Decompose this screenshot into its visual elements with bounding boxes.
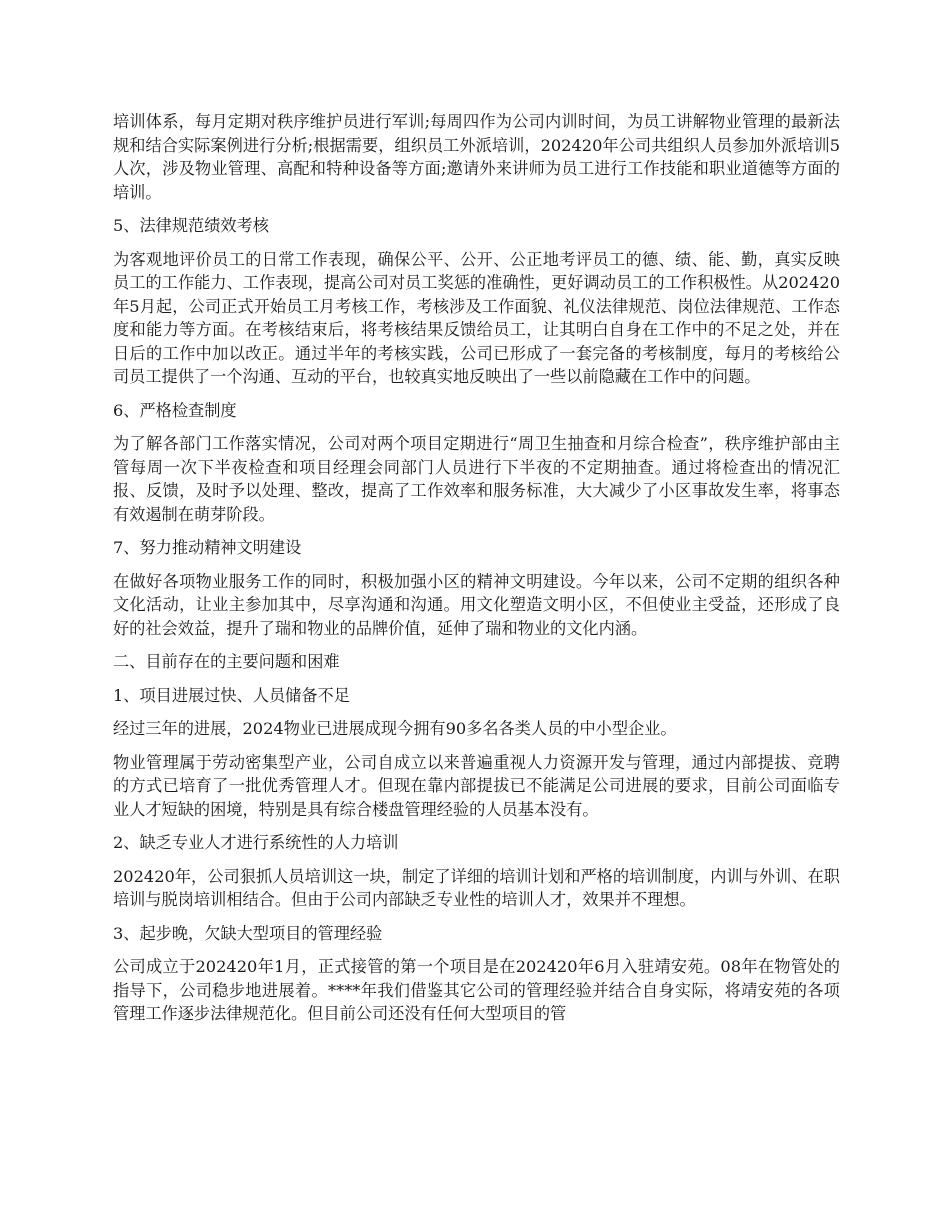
paragraph-training-system: 培训体系，每月定期对秩序维护员进行军训;每周四作为公司内训时间，为员工讲解物业管理的最新法规和结合实际案例进行分析;根据需要，组织员工外派培训，202420年公司共组织人员参加外派培训5人次，涉及物业管理、高配和特种设备等方面;邀请外来讲师为员工进行工作技能和职业道德等方面的培训。 [113, 112, 840, 202]
heading-civilization-building: 7、努力推动精神文明建设 [113, 538, 302, 557]
heading-problems-and-difficulties: 二、目前存在的主要问题和困难 [113, 652, 340, 671]
heading-inspection-system: 6、严格检查制度 [113, 400, 237, 420]
heading-late-start: 3、起步晚，欠缺大型项目的管理经验 [113, 923, 383, 943]
paragraph-late-start: 公司成立于202420年1月，正式接管的第一个项目是在202420年6月入驻靖安苑。08年在物管处的指导下，公司稳步地进展着。****年我们借鉴其它公司的管理经验并结合自身实际，将靖安苑的各项管理工作逐步法律规范化。但目前公司还没有任何大型项目的管 [113, 957, 840, 1023]
heading-performance-appraisal: 5、法律规范绩效考核 [113, 216, 269, 235]
paragraph-civilization-building: 在做好各项物业服务工作的同时，积极加强小区的精神文明建设。今年以来，公司不定期的组织各种文化活动，让业主参加其中，尽享沟通和沟通。用文化塑造文明小区，不但使业主受益，还形成了良好的社会效益，提升了瑞和物业的品牌价值，延伸了瑞和物业的文化内涵。 [113, 571, 840, 638]
paragraph-talent-shortage: 物业管理属于劳动密集型产业，公司自成立以来普遍重视人力资源开发与管理，通过内部提拔、竞聘的方式已培育了一批优秀管理人才。但现在靠内部提拔已不能满足公司进展的要求，目前公司面临专业人才短缺的困境，特别是具有综合楼盘管理经验的人员基本没有。 [113, 752, 840, 819]
paragraph-training-shortage: 202420年，公司狠抓人员培训这一块，制定了详细的培训计划和严格的培训制度，内训与外训、在职培训与脱岗培训相结合。但由于公司内部缺乏专业性的培训人才，效果并不理想。 [113, 866, 840, 909]
paragraph-inspection-system: 为了解各部门工作落实情况，公司对两个项目定期进行“周卫生抽查和月综合检查”，秩序维护部由主管每周一次下半夜检查和项目经理会同部门人员进行下半夜的不定期抽查。通过将检查出的情况汇报、反馈，及时予以处理、整改，提高了工作效率和服务标准，大大减少了小区事故发生率，将事态有效遏制在萌芽阶段。 [113, 434, 840, 524]
paragraph-company-growth: 经过三年的进展，2024物业已进展成现今拥有90多名各类人员的中小型企业。 [113, 719, 677, 738]
heading-staff-shortage: 1、项目进展过快、人员储备不足 [113, 685, 350, 705]
paragraph-performance-appraisal: 为客观地评价员工的日常工作表现，确保公平、公开、公正地考评员工的德、绩、能、勤，真实反映员工的工作能力、工作表现，提高公司对员工奖惩的准确性，更好调动员工的工作积极性。从202420年5月起，公司正式开始员工月考核工作，考核涉及工作面貌、礼仪法律规范、岗位法律规范、工作态度和能力等方面。在考核结束后，将考核结果反馈给员工，让其明白自身在工作中的不足之处，并在日后的工作中加以改正。通过半年的考核实践，公司已形成了一套完备的考核制度，每月的考核给公司员工提供了一个沟通、互动的平台，也较真实地反映出了一些以前隐藏在工作中的问题。 [113, 249, 840, 386]
heading-training-shortage: 2、缺乏专业人才进行系统性的人力培训 [113, 833, 399, 852]
